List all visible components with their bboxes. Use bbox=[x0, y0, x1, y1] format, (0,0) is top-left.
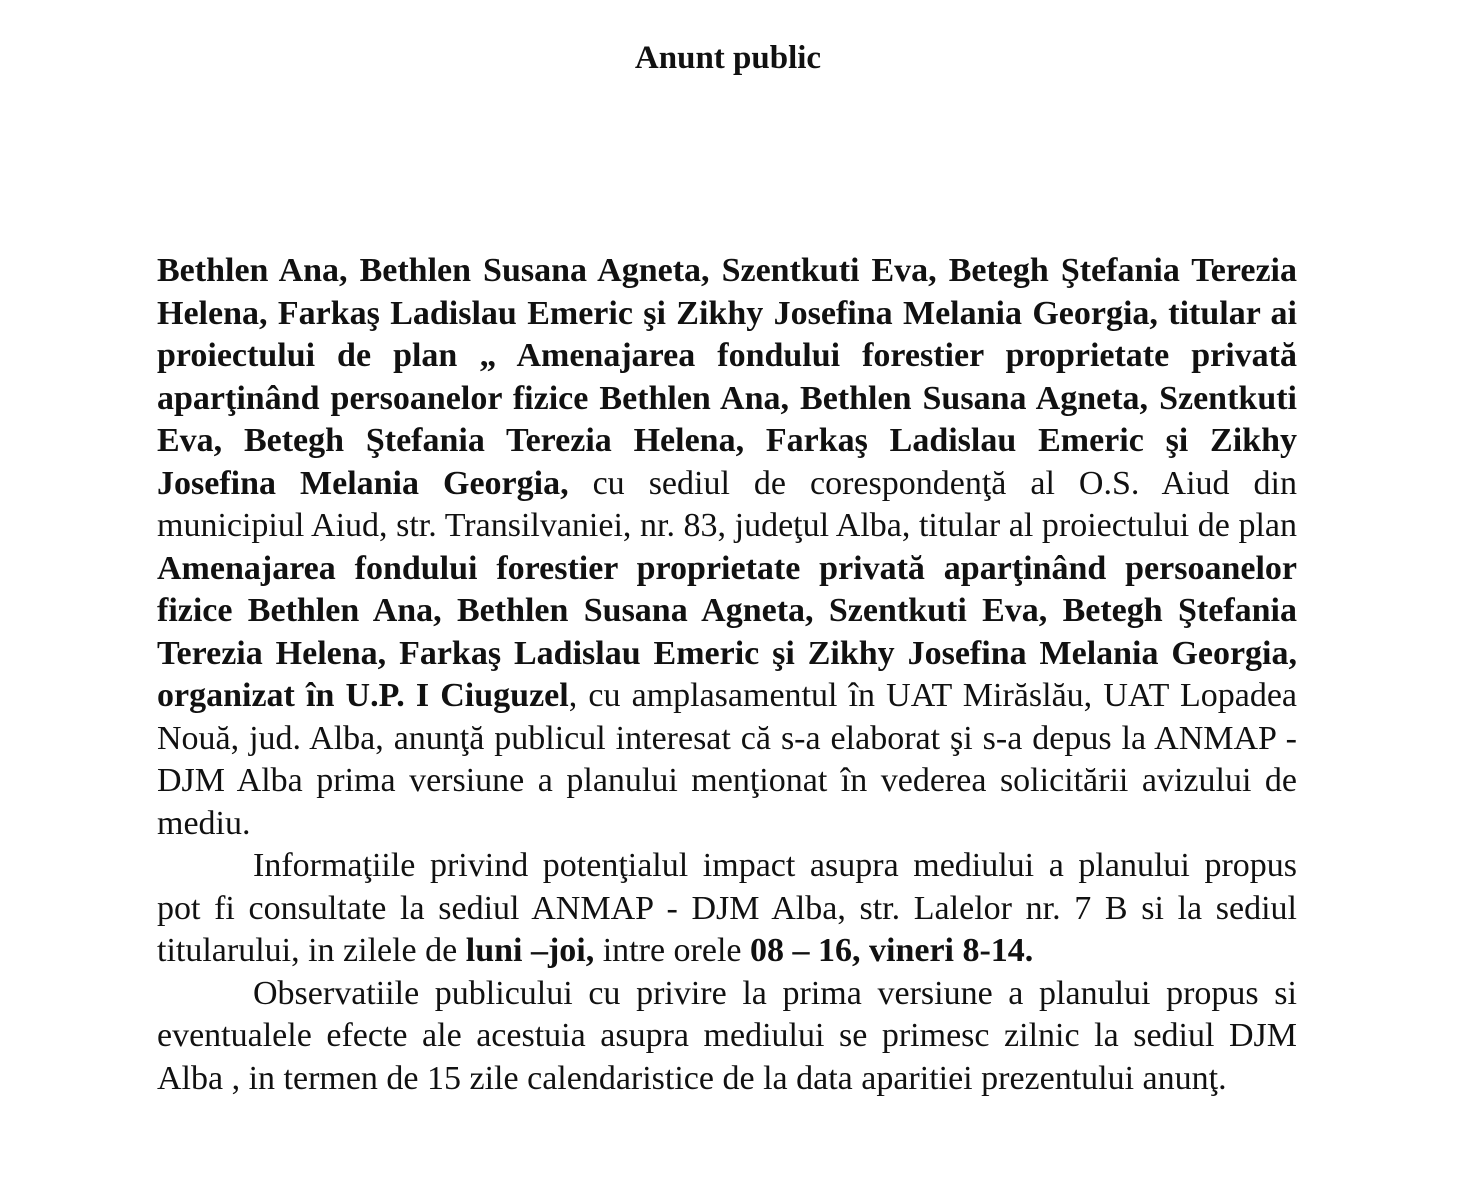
paragraph-announcement bbox=[157, 250, 1297, 845]
paragraph-observations bbox=[157, 973, 1297, 1101]
holders-and-plan-name: Bethlen Ana, Bethlen Susana Agneta, Szentkuti Eva, Betegh Ştefania Terezia Helena, Farkaş Ladislau Emeric şi Zikhy Josefina Melania Georgia, titular ai proiectului de plan „ Amenajarea fondului forestier proprietate privată aparţinând persoanelor fizice Bethlen Ana, Bethlen Susana Agneta, Szentkuti Eva, Betegh Ştefania Terezia Helena, Farkaş Ladislau Emeric şi Zikhy Josefina Melania Georgia, bbox=[157, 252, 1297, 502]
consultation-days: luni –joi, bbox=[465, 932, 595, 969]
paragraph-consultation bbox=[157, 845, 1297, 973]
document-body bbox=[157, 250, 1297, 1100]
plan-name-repeat: Amenajarea fondului forestier proprietate privată aparţinând persoanelor fizice Bethlen Ana, Bethlen Susana Agneta, Szentkuti Eva, Betegh Ştefania Terezia Helena, Farkaş Ladislau Emeric şi Zikhy Josefina Melania Georgia, organizat în U.P. I Ciuguzel bbox=[157, 549, 1297, 714]
observations-text: Observatiile publicului cu privire la prima versiune a planului propus si eventualele efecte ale acestuia asupra mediului se primesc zilnic la sediul DJM Alba , in termen de 15 zile calendaristice de la data aparitiei prezentului anunţ. bbox=[157, 974, 1297, 1097]
page-title: Anunt public bbox=[634, 40, 822, 76]
consultation-hours: 08 – 16, vineri 8-14. bbox=[750, 932, 1034, 969]
consultation-hours-label: intre orele bbox=[594, 932, 750, 969]
announcement-text: , cu amplasamentul în UAT Mirăslău, UAT Lopadea Nouă, jud. Alba, anunţă publicul interesat că s-a elaborat şi s-a depus la ANMAP - DJM Alba prima versiune a planului menţionat în vederea solicitării avizului de mediu. bbox=[157, 677, 1298, 842]
address-text: cu sediul de corespondenţă al O.S. Aiud din municipiul Aiud, str. Transilvaniei, nr. 83, judeţul Alba, titular al proiectului de plan bbox=[157, 464, 1297, 544]
consultation-text: Informaţiile privind potenţialul impact asupra mediului a planului propus pot fi consultate la sediul ANMAP - DJM Alba, str. Lalelor nr. 7 B si la sediul titularului, in zilele de bbox=[157, 847, 1297, 969]
